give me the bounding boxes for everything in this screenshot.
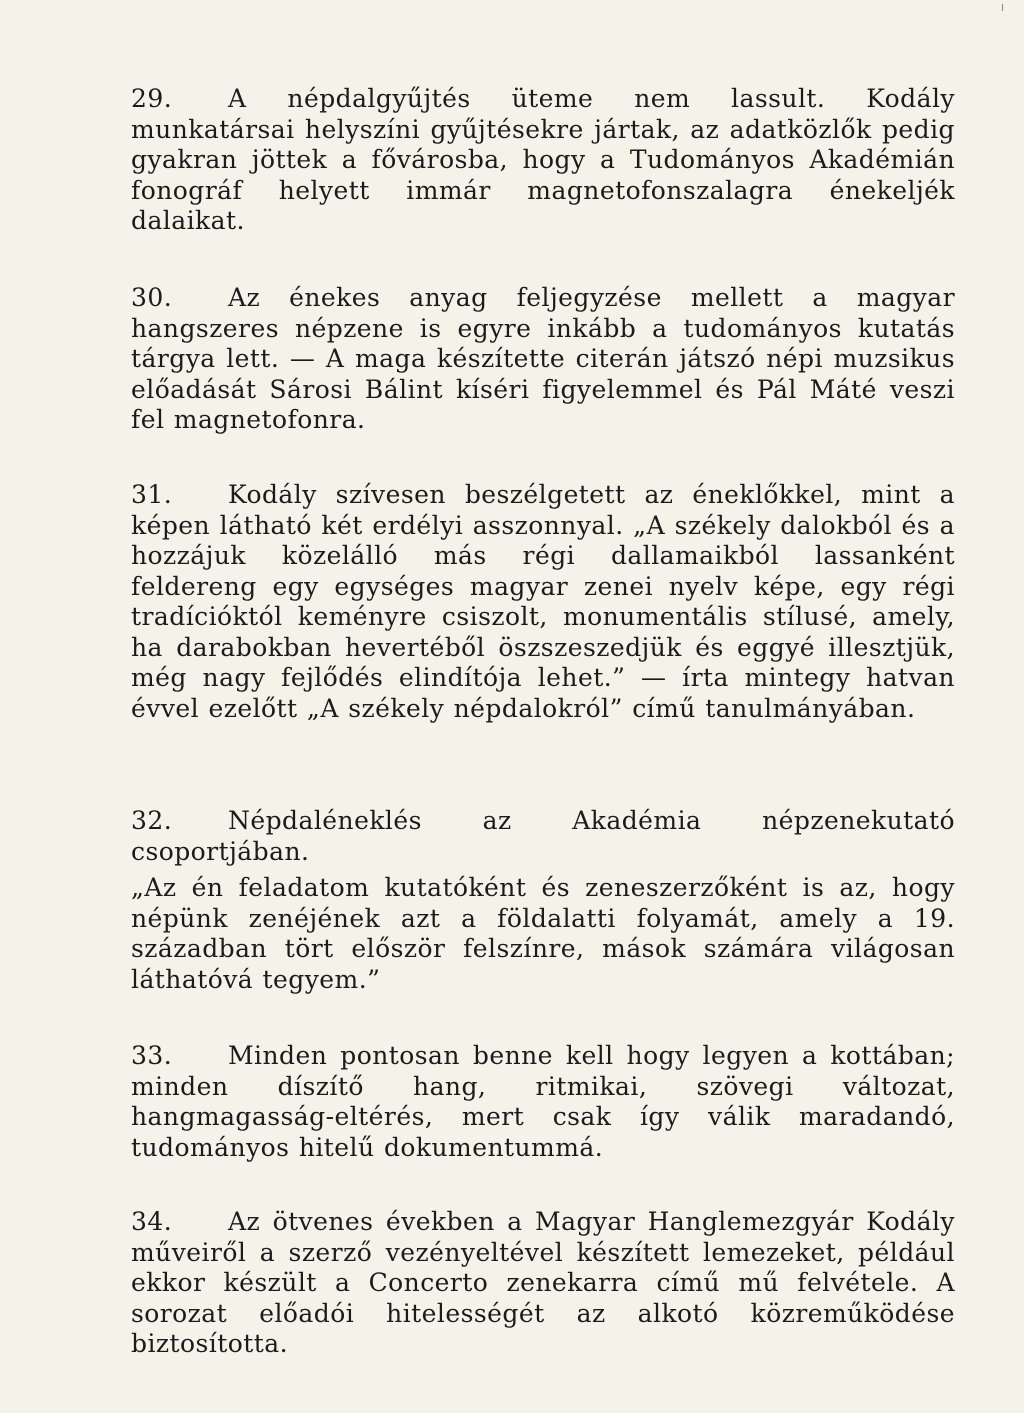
entry-30 bbox=[131, 283, 955, 436]
corner-mark bbox=[1002, 4, 1003, 11]
entry-number: 29. bbox=[131, 84, 173, 113]
entry-text: Minden pontosan benne kell hogy legyen a kottában; minden díszítő hang, ritmikai, szövegi változat, hangmagasság-eltérés, mert csak így válik maradandó, tudományos hitelű dokumentummá. bbox=[131, 1041, 955, 1162]
entry-31 bbox=[131, 480, 955, 724]
entry-33 bbox=[131, 1041, 955, 1163]
entry-text: Népdaléneklés az Akadémia népzenekutató csoportjában. bbox=[131, 806, 955, 866]
entry-number: 34. bbox=[131, 1207, 173, 1236]
entry-number: 32. bbox=[131, 806, 173, 835]
entry-32-paragraph bbox=[131, 806, 955, 867]
entry-number: 30. bbox=[131, 283, 173, 312]
entry-30-paragraph bbox=[131, 283, 955, 436]
entry-34 bbox=[131, 1207, 955, 1360]
entry-32 bbox=[131, 806, 955, 995]
entry-text: Az énekes anyag feljegyzése mellett a magyar hangszeres népzene is egyre inkább a tudományos kutatás tárgya lett. — A maga készítette citerán játszó népi muzsikus előadását Sárosi Bálint kíséri figyelemmel és Pál Máté veszi fel magnetofonra. bbox=[131, 283, 955, 434]
entry-text: A népdalgyűjtés üteme nem lassult. Kodály munkatársai helyszíni gyűjtésekre jártak, az adatközlők pedig gyakran jöttek a fővárosba, hogy a Tudományos Akadémián fonográf helyett immár magnetofonszalagra énekeljék dalaikat. bbox=[131, 84, 955, 235]
entry-number: 33. bbox=[131, 1041, 173, 1070]
entry-text: Az ötvenes években a Magyar Hanglemezgyár Kodály műveiről a szerző vezényeltével készített lemezeket, például ekkor készült a Concerto zenekarra című mű felvétele. A sorozat előadói hitelességét az alkotó közreműködése biztosította. bbox=[131, 1207, 955, 1358]
entry-number: 31. bbox=[131, 480, 173, 509]
entry-32-quote: „Az én feladatom kutatóként és zeneszerzőként is az, hogy népünk zenéjének azt a földalatti folyamát, amely a 19. században tört először felszínre, mások számára világosan láthatóvá tegyem.” bbox=[131, 873, 955, 994]
entry-text: Kodály szívesen beszélgetett az éneklőkkel, mint a képen látható két erdélyi asszonnyal. „A székely dalokból és a hozzájuk közelálló más régi dallamaikból lassanként feldereng egy egységes magyar zenei nyelv képe, egy régi tradícióktól keményre csiszolt, monumentális stílusé, amely, ha darabokban hevertéből öszszeszedjük és eggyé illesztjük, még nagy fejlődés elindítója lehet.” — írta mintegy hatvan évvel ezelőtt „A székely népdalokról” című tanulmányában. bbox=[131, 480, 955, 723]
entry-29-paragraph bbox=[131, 84, 955, 237]
entry-29 bbox=[131, 84, 955, 237]
entry-34-paragraph bbox=[131, 1207, 955, 1360]
entry-33-paragraph bbox=[131, 1041, 955, 1163]
entry-31-paragraph bbox=[131, 480, 955, 724]
